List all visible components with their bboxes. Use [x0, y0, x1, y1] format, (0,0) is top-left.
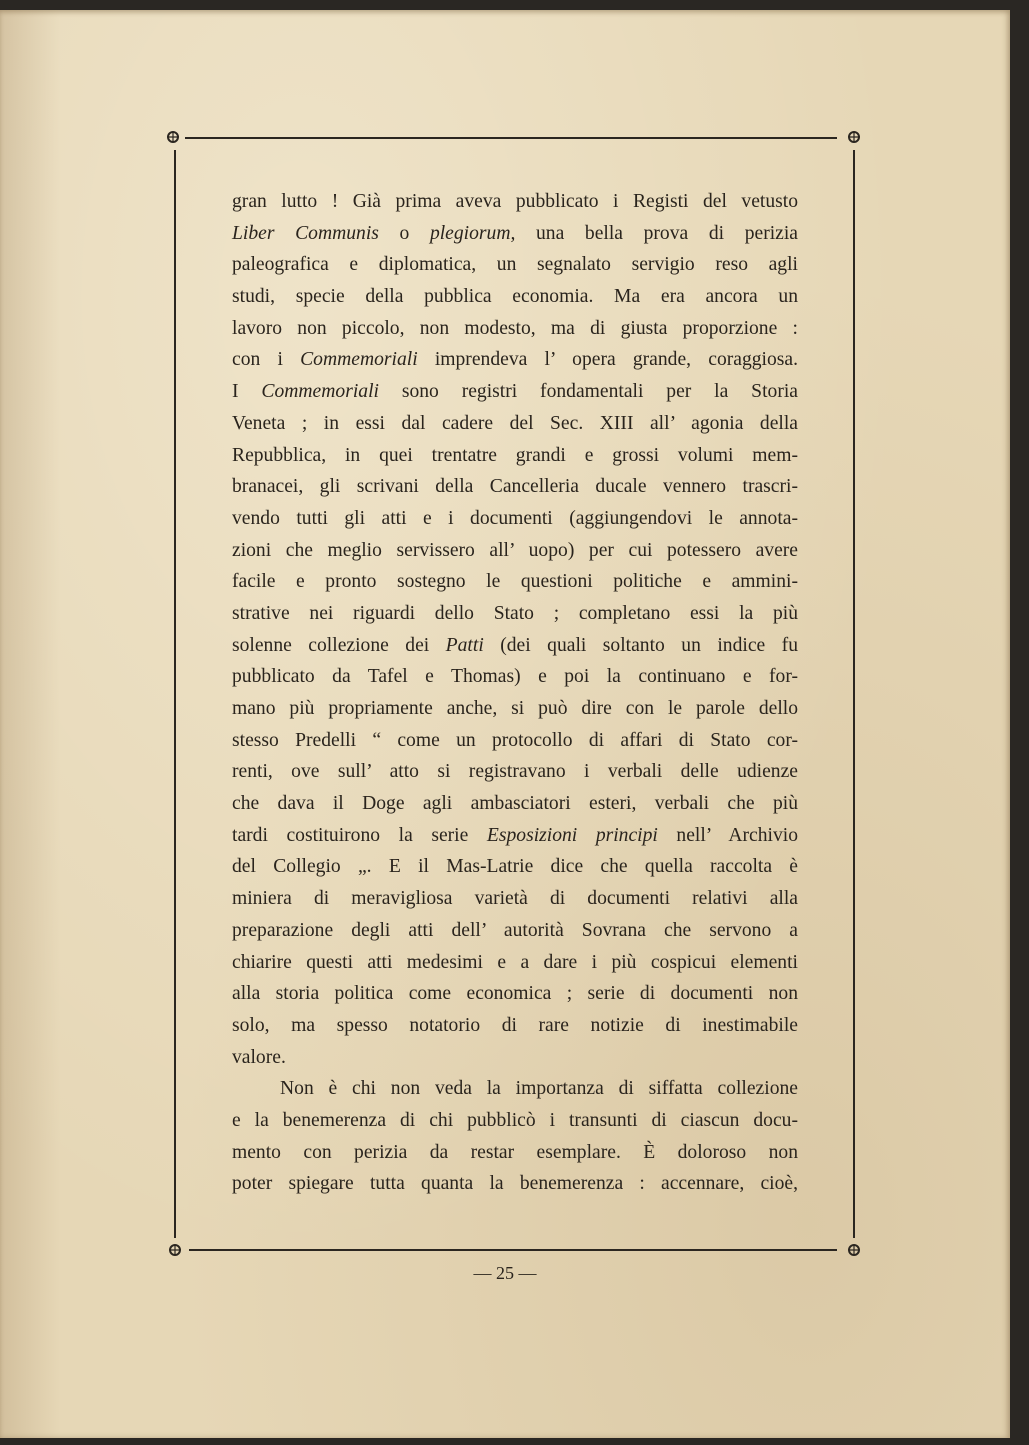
text-line — [232, 851, 798, 883]
text-line — [232, 218, 798, 250]
text-run: poter spiegare tutta quanta la benemerenza : accennare, cioè, — [232, 1173, 798, 1195]
page-number: — 25 — — [473, 1263, 537, 1283]
italic-title: Esposizioni principi — [486, 824, 658, 846]
text-line — [232, 725, 798, 757]
italic-title: Liber Communis — [232, 222, 379, 244]
frame-right-rule — [853, 150, 855, 1238]
italic-title: Patti — [445, 634, 484, 656]
text-run: zioni che meglio servissero all’ uopo) per cui potessero avere — [232, 539, 798, 561]
text-run: solenne collezione dei — [232, 634, 446, 656]
text-run: studi, specie della pubblica economia. Ma era ancora un — [232, 286, 798, 308]
text-run: mento con perizia da restar esemplare. È doloroso non — [232, 1141, 798, 1163]
text-line — [232, 788, 798, 820]
corner-ornament-icon — [166, 130, 180, 144]
text-line — [232, 947, 798, 979]
text-line — [232, 1137, 798, 1169]
body-text — [232, 186, 798, 1200]
paragraph — [232, 186, 798, 1073]
text-run: mano più propriamente anche, si può dire con le parole dello — [232, 698, 798, 719]
text-run: strative nei riguardi dello Stato ; completano essi la più — [232, 602, 798, 624]
text-line — [232, 313, 798, 345]
text-line — [232, 661, 798, 693]
text-run: pubblicato da Tafel e Thomas) e poi la continuano e for- — [232, 666, 798, 688]
text-line — [232, 376, 798, 408]
text-run: valore. — [232, 1046, 286, 1068]
frame-top-rule — [185, 137, 837, 139]
text-line — [232, 503, 798, 535]
text-run: paleografica e diplomatica, un segnalato servigio reso agli — [232, 254, 798, 276]
text-run: sono registri fondamentali per la Storia — [378, 381, 798, 403]
corner-ornament-icon — [847, 1243, 861, 1257]
text-run: o — [378, 222, 430, 244]
text-run: chiarire questi atti medesimi e a dare i più cospicui elementi — [232, 951, 798, 973]
text-line — [232, 915, 798, 947]
text-line — [232, 978, 798, 1010]
text-line — [232, 1105, 798, 1137]
text-run: (dei quali soltanto un indice fu — [483, 634, 798, 656]
text-run: del Collegio „. E il Mas-Latrie dice che quella raccolta è — [232, 856, 798, 878]
text-run: stesso Predelli “ come un protocollo di affari di Stato cor- — [232, 729, 798, 751]
frame-left-rule — [174, 150, 176, 1238]
text-line — [232, 598, 798, 630]
text-line — [232, 535, 798, 567]
text-run: vendo tutti gli atti e i documenti (aggiungendovi le annota- — [232, 507, 798, 529]
text-run: Non è chi non veda la importanza di siffatta collezione — [280, 1078, 798, 1100]
text-run: e la benemerenza di chi pubblicò i transunti di ciascun docu- — [232, 1109, 798, 1131]
text-line — [232, 281, 798, 313]
text-line — [232, 1042, 798, 1074]
text-run: preparazione degli atti dell’ autorità Sovrana che servono a — [232, 919, 798, 941]
text-line — [232, 249, 798, 281]
text-line — [232, 186, 798, 218]
text-line — [232, 440, 798, 472]
text-run: tardi costituirono la serie — [232, 824, 487, 846]
text-line — [232, 1073, 798, 1105]
text-run: lavoro non piccolo, non modesto, ma di giusta proporzione : — [232, 317, 798, 339]
text-run: gran lutto ! Già prima aveva pubblicato i Registi del vetusto — [232, 191, 798, 212]
text-line — [232, 820, 798, 852]
corner-ornament-icon — [847, 130, 861, 144]
text-run: con i — [232, 349, 301, 371]
text-run: renti, ove sull’ atto si registravano i verbali delle udienze — [232, 761, 798, 783]
text-run: branacei, gli scrivani della Cancelleria ducale vennero trascri- — [232, 476, 798, 498]
italic-title: plegiorum, — [429, 222, 516, 244]
text-run: miniera di meravigliosa varietà di documenti relativi alla — [232, 888, 798, 910]
text-line — [232, 756, 798, 788]
frame-bottom-rule — [189, 1249, 837, 1251]
text-run: I — [232, 381, 262, 403]
text-run: che dava il Doge agli ambasciatori esteri, verbali che più — [232, 793, 798, 815]
corner-ornament-icon — [168, 1243, 182, 1257]
text-run: nell’ Archivio — [657, 824, 798, 846]
text-line — [232, 630, 798, 662]
text-run: una bella prova di perizia — [515, 222, 798, 244]
text-run: alla storia politica come economica ; serie di documenti non — [232, 983, 798, 1005]
text-line — [232, 883, 798, 915]
text-run: solo, ma spesso notatorio di rare notizie di inestimabile — [232, 1014, 798, 1036]
text-run: Veneta ; in essi dal cadere del Sec. XIII all’ agonia della — [232, 412, 798, 434]
text-line — [232, 693, 798, 725]
italic-title: Commemoriali — [261, 381, 379, 403]
paragraph — [232, 1073, 798, 1200]
page-gutter-shadow — [0, 10, 60, 1438]
text-run: imprendeva l’ opera grande, coraggiosa. — [417, 349, 799, 371]
text-line — [232, 344, 798, 376]
text-run: facile e pronto sostegno le questioni politiche e ammini- — [232, 571, 798, 593]
text-line — [232, 566, 798, 598]
text-line — [232, 1168, 798, 1200]
text-line — [232, 471, 798, 503]
italic-title: Commemoriali — [300, 349, 418, 371]
text-line — [232, 408, 798, 440]
text-line — [232, 1010, 798, 1042]
text-run: Repubblica, in quei trentatre grandi e grossi volumi mem- — [232, 444, 798, 466]
